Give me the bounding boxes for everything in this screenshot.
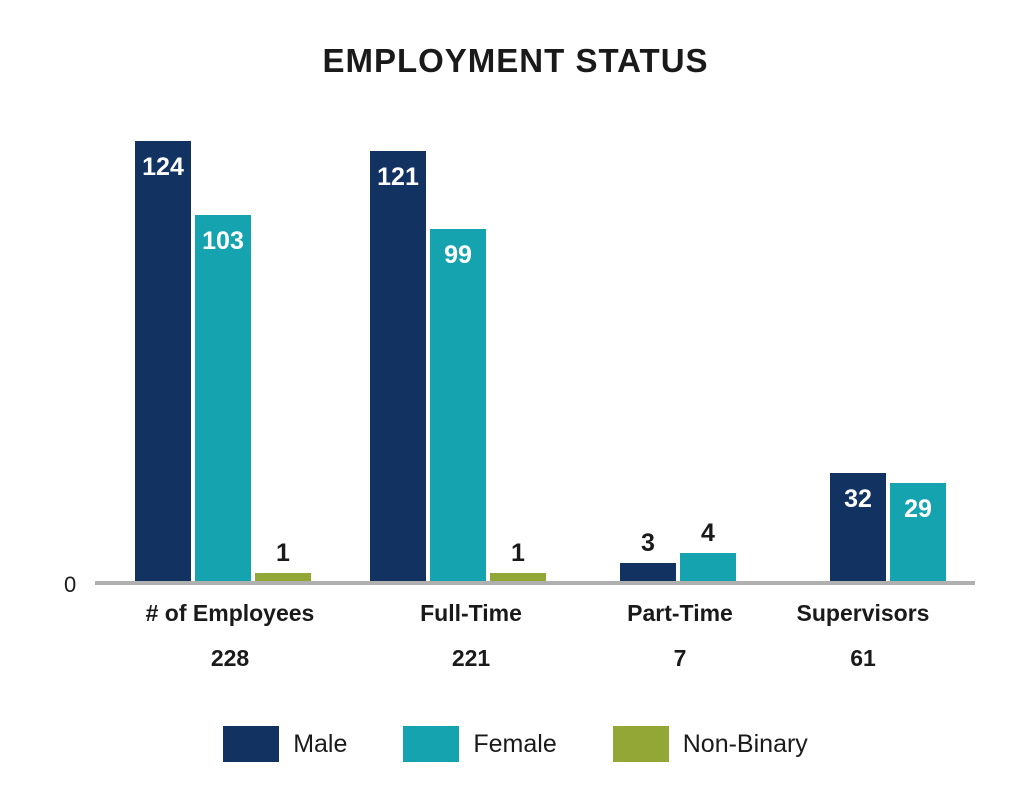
category-labels: [95, 600, 975, 690]
bar-wrap-parttime-female: [680, 519, 736, 581]
bar-wrap-fulltime-male: [370, 151, 426, 581]
bar-label-fulltime-male: 121: [377, 163, 419, 191]
bar-label-supervisors-male: 32: [844, 485, 872, 513]
bar-label-fulltime-nonbinary: 1: [511, 539, 525, 567]
category-label-fulltime: Full-Time: [420, 600, 522, 626]
bar-fulltime-nonbinary[interactable]: [490, 539, 546, 581]
legend-label-male: Male: [293, 729, 348, 758]
bar-wrap-employees-female: [195, 215, 251, 581]
bar-label-employees-female: 103: [202, 227, 244, 255]
bar-employees-male[interactable]: [135, 141, 191, 581]
legend-swatch-male: [223, 726, 279, 762]
plot-area: [95, 120, 975, 585]
y-axis-zero-tick: 0: [64, 572, 77, 597]
bar-wrap-parttime-male: [620, 529, 676, 581]
category-total-parttime: 7: [673, 645, 687, 671]
bar-wrap-fulltime-female: [430, 229, 486, 581]
bar-supervisors-male[interactable]: [830, 473, 886, 581]
bar-wrap-employees-nonbinary: [255, 539, 311, 581]
legend-label-nonbinary: Non-Binary: [682, 729, 808, 758]
bar-label-parttime-male: 3: [641, 529, 655, 557]
bar-wrap-supervisors-female: [890, 483, 946, 581]
legend-swatch-nonbinary: [613, 726, 669, 762]
legend-label-female: Female: [473, 729, 557, 758]
bar-wrap-supervisors-male: [830, 473, 886, 581]
legend-item-male[interactable]: [223, 726, 347, 762]
bar-label-parttime-female: 4: [701, 519, 715, 547]
legend-item-female[interactable]: [403, 726, 556, 762]
legend-swatch-female: [403, 726, 459, 762]
bar-fulltime-male[interactable]: [370, 151, 426, 581]
bar-label-fulltime-female: 99: [444, 241, 472, 269]
category-label-supervisors: Supervisors: [796, 600, 930, 626]
bar-fulltime-female[interactable]: [430, 229, 486, 581]
bar-wrap-employees-male: [135, 141, 191, 581]
category-label-employees: # of Employees: [145, 600, 315, 626]
chart-legend: [0, 726, 1031, 762]
bar-parttime-male[interactable]: [620, 529, 676, 581]
category-label-parttime: Part-Time: [627, 600, 733, 626]
bar-wrap-fulltime-nonbinary: [490, 539, 546, 581]
category-total-employees: 228: [210, 645, 250, 671]
bar-supervisors-female[interactable]: [890, 483, 946, 581]
bar-employees-female[interactable]: [195, 215, 251, 581]
x-axis-baseline: [95, 581, 975, 585]
category-supervisors: [733, 600, 993, 672]
bar-parttime-female[interactable]: [680, 519, 736, 581]
bar-label-employees-nonbinary: 1: [276, 539, 290, 567]
category-employees: [100, 600, 360, 672]
bar-label-employees-male: 124: [142, 153, 184, 181]
bar-employees-nonbinary[interactable]: [255, 539, 311, 581]
chart-title: EMPLOYMENT STATUS: [322, 42, 709, 79]
category-total-fulltime: 221: [451, 645, 491, 671]
bar-label-supervisors-female: 29: [904, 495, 932, 523]
legend-item-nonbinary[interactable]: [613, 726, 808, 762]
category-total-supervisors: 61: [850, 645, 876, 671]
